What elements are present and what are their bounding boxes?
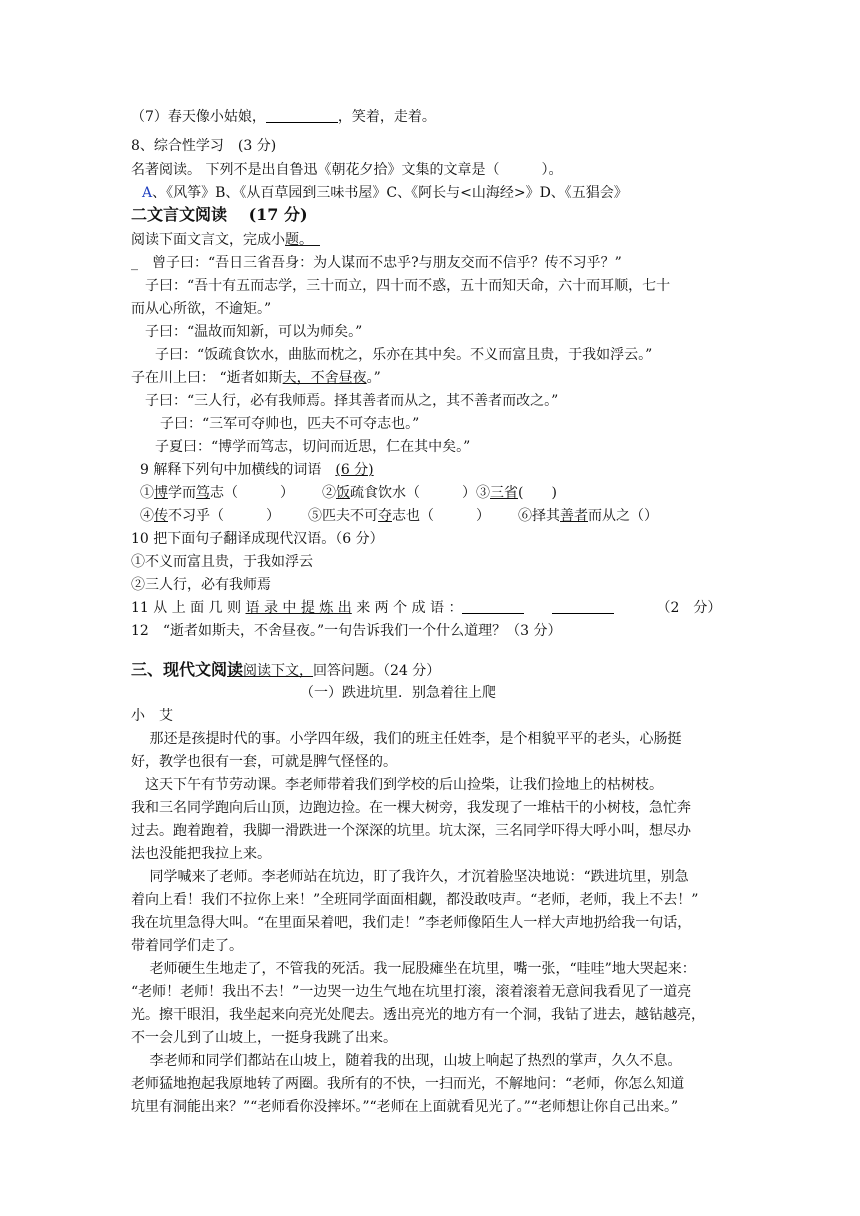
- q7-suffix: ，笑着，走着。: [337, 109, 436, 125]
- q11-blank-1[interactable]: [462, 599, 524, 614]
- passage-line-14: 不一会儿到了山坡上，一挺身我跳了出来。: [131, 1030, 397, 1046]
- q9-score: (6 分): [335, 462, 374, 478]
- q9-item-4-mid: 不习乎（ ）: [168, 508, 280, 524]
- q11-underlined: 语 录 中 提 炼 出: [245, 600, 352, 616]
- passage-line-3: 这天下午有节劳动课。李老师带着我们到学校的后山捡柴，让我们捡地上的枯树枝。: [131, 777, 663, 793]
- q9-item-1-num: ①: [140, 485, 154, 501]
- passage-line-15: 李老师和同学们都站在山坡上，随着我的出现，山坡上响起了热烈的掌声，久久不息。: [131, 1053, 682, 1069]
- q8-title: 8、综合性学习 (3 分): [131, 138, 277, 154]
- passage-line-6: 法也没能把我拉上来。: [131, 846, 271, 862]
- passage-line-4: 我和三名同学跑向后山顶，边跑边捡。在一棵大树旁，我发现了一堆枯干的小树枝，急忙奔: [131, 800, 691, 816]
- q11-blank-2[interactable]: [552, 599, 614, 614]
- passage-line-9: 我在坑里急得大叫。“在里面呆着吧，我们走！”李老师像陌生人一样大声地扔给我一句话，: [131, 915, 692, 931]
- q7-prefix: （7）春天像小姑娘，: [131, 109, 266, 125]
- q9-item-5-word: 夺: [378, 508, 392, 524]
- classical-line-5: 子曰：“饭疏食饮水，曲肱而枕之，乐亦在其中矣。不义而富且贵，于我如浮云。”: [155, 347, 653, 363]
- q9-item-6-word: 善者: [560, 508, 588, 524]
- q11-text-a: 11 从 上 面 几 则: [131, 600, 246, 616]
- question-12: 12 “逝者如斯夫，不舍昼夜。”一句告诉我们一个什么道理？（3 分）: [131, 623, 562, 639]
- river-end: 。”: [366, 370, 381, 386]
- classical-line-7: 子曰：“三人行，必有我师焉。择其善者而从之，其不善者而改之。”: [145, 393, 559, 409]
- section-2-title: 二文言文阅读 (17 分): [131, 205, 308, 224]
- q9-item-2-mid: 疏食饮水（ ）: [350, 485, 476, 501]
- q9-item-5-mid: 志也（ ）: [392, 508, 490, 524]
- section-3-instruction-underlined: 阅读下文，: [243, 663, 314, 679]
- q9-item-1-mid: 学而: [168, 485, 196, 501]
- q8-options-text: 、《风筝》B、《从百草园到三味书屋》C、《阿长与<山海经>》D、《五猖会》: [152, 185, 628, 201]
- passage-title: （一）跌进坑里．别急着往上爬: [300, 685, 496, 701]
- question-9: [140, 460, 374, 480]
- q9-item-5-num: ⑤匹夫不可: [308, 508, 378, 524]
- classical-line-6: [131, 368, 381, 388]
- q9-item-6-num: ⑥择其: [518, 508, 560, 524]
- section-3-title: [131, 660, 440, 681]
- q9-row-1: [140, 483, 557, 503]
- q9-item-4-num: ④: [140, 508, 154, 524]
- passage-line-1: 那还是孩提时代的事。小学四年级，我们的班主任姓李，是个相貌平平的老头，心肠挺: [131, 731, 682, 747]
- river-text: 子在川上曰： “逝者如斯: [131, 370, 283, 386]
- classical-text: 曾子曰：“吾日三省吾身：为人谋而不忠乎?与朋友交而不信乎？传不习乎？”: [152, 255, 622, 271]
- passage-line-16: 老师猛地抱起我原地转了两圈。我所有的不快，一扫而光，不解地问：“老师，你怎么知道: [131, 1076, 685, 1092]
- q11-score: （2 分）: [656, 600, 722, 616]
- passage-line-17: 坑里有洞能出来？”“老师看你没摔坏。”“老师在上面就看见光了。”“老师想让你自己出来。”: [131, 1099, 679, 1115]
- q11-text-c: 来 两 个 成 语 ：: [351, 600, 463, 616]
- dash: _: [131, 255, 138, 271]
- passage-line-12: “老师！老师！我出不去！”一边哭一边生气地在坑里打滚，滚着滚着无意间我看见了一道亮: [131, 984, 692, 1000]
- passage-line-8: 着向上看！我们不拉你上来！”全班同学面面相觑，都没敢吱声。“老师，老师，我上不去！”: [131, 892, 699, 908]
- classical-line-2: 子曰：“吾十有五而志学，三十而立，四十而不惑，五十而知天命，六十而耳顺，七十: [145, 278, 671, 294]
- instruction-underlined: 题。: [285, 232, 306, 248]
- q8-option-a-letter: A: [142, 185, 153, 201]
- section-3-instruction: 回答问题。（24 分）: [313, 663, 441, 679]
- q8-stem: 名著阅读。 下列不是出自鲁迅《朝花夕拾》文集的文章是（ ）。: [131, 162, 563, 178]
- q9-item-3-num: ③: [476, 485, 490, 501]
- classical-line-1: [131, 253, 622, 273]
- passage-author: 小 艾: [131, 708, 173, 724]
- q9-item-6-mid: 而从之（）: [588, 508, 658, 524]
- q8-options: [142, 183, 628, 203]
- passage-line-5: 过去。跑着跑着，我脚一滑跌进一个深深的坑里。坑太深，三名同学吓得大呼小叫，想尽办: [131, 823, 691, 839]
- q9-item-1-word: 博: [154, 485, 168, 501]
- question-10: 10 把下面句子翻译成现代汉语。（6 分）: [131, 531, 384, 547]
- passage-line-2: 好，教学也很有一套，可就是脾气怪怪的。: [131, 754, 397, 770]
- classical-line-9: 子夏曰：“博学而笃志，切问而近思，仁在其中矣。”: [155, 439, 471, 455]
- classical-line-8: 子曰：“三军可夺帅也，匹夫不可夺志也。”: [160, 416, 420, 432]
- classical-line-3: 而从心所欲，不逾矩。”: [131, 301, 272, 317]
- river-underlined: 夫，不舍昼夜: [282, 370, 367, 386]
- classical-line-4: 子曰：“温故而知新，可以为师矣。”: [145, 324, 363, 340]
- q9-row-2: [140, 506, 658, 526]
- q7-answer-blank[interactable]: [266, 108, 338, 123]
- q9-item-3-word: 三省: [490, 485, 518, 501]
- section-3-heading: 三、现代文阅: [131, 660, 228, 679]
- q10-sentence-1: ①不义而富且贵，于我如浮云: [131, 554, 313, 570]
- instruction-text: 阅读下面文言文，完成小: [131, 232, 285, 248]
- q9-item-1-word2: 笃: [196, 485, 210, 501]
- q9-item-1-post: 志（ ）: [210, 485, 294, 501]
- passage-line-7: 同学喊来了老师。李老师站在坑边，盯了我许久，才沉着脸坚决地说：“跌进坑里，别急: [131, 869, 689, 885]
- q9-item-4-word: 传: [154, 508, 168, 524]
- question-11: [131, 598, 721, 618]
- question-7: [131, 107, 436, 127]
- passage-line-10: 带着同学们走了。: [131, 938, 243, 954]
- passage-line-13: 光。擦干眼泪，我坐起来向亮光处爬去。透出亮光的地方有一个洞，我钻了进去，越钻越亮，: [131, 1007, 705, 1023]
- q9-item-3-mid: ( ): [518, 485, 557, 501]
- q9-text: 9 解释下列句中加横线的词语: [140, 462, 336, 478]
- passage-line-11: 老师硬生生地走了，不管我的死活。我一屁股瘫坐在坑里，嘴一张，“哇哇”地大哭起来：: [131, 961, 696, 977]
- section-2-instruction: [131, 230, 320, 250]
- section-3-heading-underlined: 读: [227, 660, 244, 679]
- q9-item-2-num: ②: [322, 485, 336, 501]
- q9-item-2-word: 饭: [336, 485, 350, 501]
- q10-sentence-2: ②三人行，必有我师焉: [131, 577, 271, 593]
